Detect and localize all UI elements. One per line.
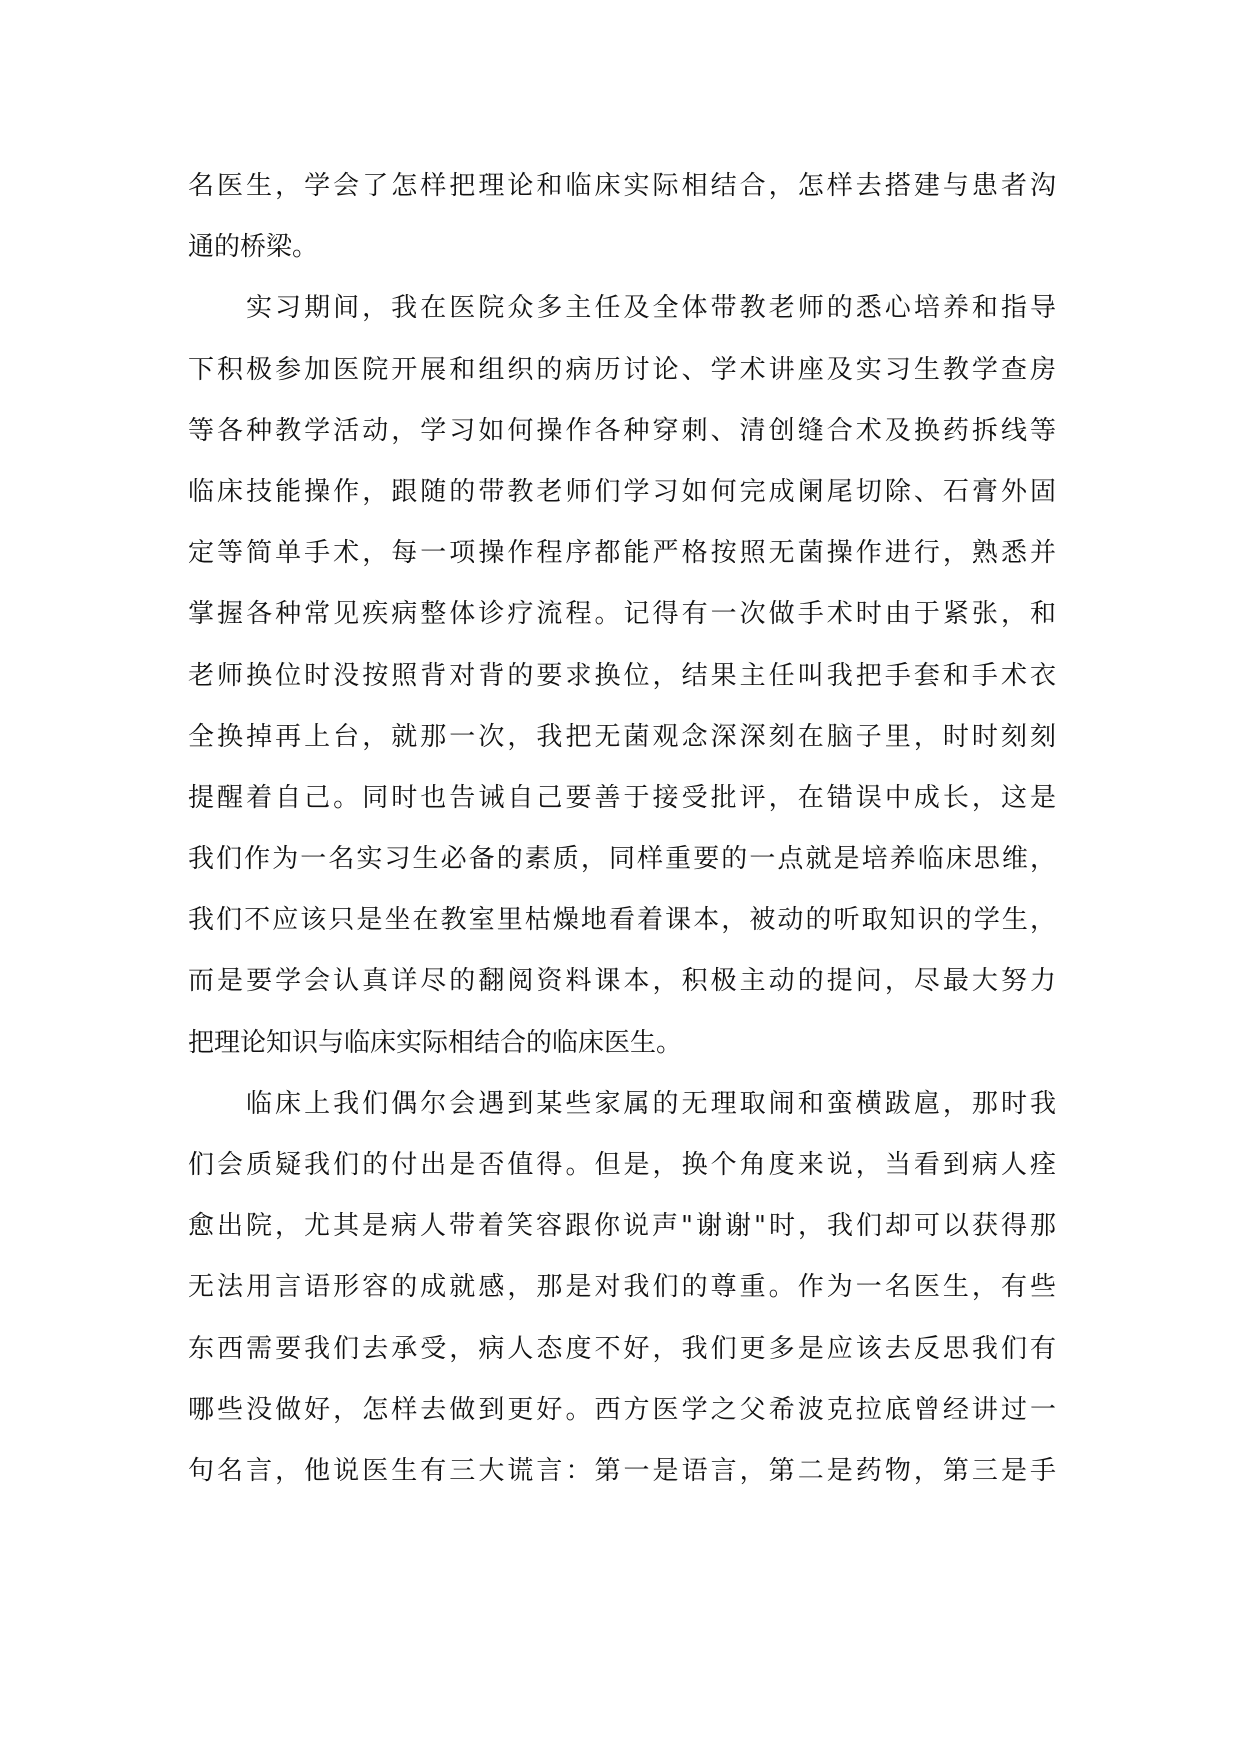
text-line: 我们作为一名实习生必备的素质，同样重要的一点就是培养临床思维， — [188, 844, 1056, 875]
text-line: 定等简单手术，每一项操作程序都能严格按照无菌操作进行，熟悉并 — [188, 538, 1056, 569]
text-line: 提醒着自己。同时也告诫自己要善于接受批评，在错误中成长，这是 — [188, 782, 1056, 813]
text-line: 哪些没做好，怎样去做到更好。西方医学之父希波克拉底曾经讲过一 — [188, 1394, 1056, 1425]
text-line: 全换掉再上台，就那一次，我把无菌观念深深刻在脑子里，时时刻刻 — [188, 721, 1056, 752]
text-line: 我们不应该只是坐在教室里枯燥地看着课本，被动的听取知识的学生， — [188, 905, 1056, 936]
text-line: 们会质疑我们的付出是否值得。但是，换个角度来说，当看到病人痊 — [188, 1150, 1056, 1180]
text-line: 无法用言语形容的成就感，那是对我们的尊重。作为一名医生，有些 — [188, 1272, 1056, 1303]
body-text — [188, 156, 1056, 1502]
text-line: 把理论知识与临床实际相结合的临床医生。 — [188, 1027, 683, 1058]
text-line: 下积极参加医院开展和组织的病历讨论、学术讲座及实习生教学查房 — [188, 354, 1056, 385]
text-line: 句名言，他说医生有三大谎言：第一是语言，第二是药物，第三是手 — [188, 1455, 1056, 1486]
paragraph-2 — [188, 278, 1056, 1073]
text-line: 实习期间，我在医院众多主任及全体带教老师的悉心培养和指导 — [246, 293, 1056, 324]
text-line: 掌握各种常见疾病整体诊疗流程。记得有一次做手术时由于紧张，和 — [188, 599, 1056, 630]
text-line: 东西需要我们去承受，病人态度不好，我们更多是应该去反思我们有 — [188, 1333, 1056, 1364]
paragraph-3 — [188, 1074, 1056, 1502]
paragraph-1 — [188, 156, 1056, 278]
text-line: 老师换位时没按照背对背的要求换位，结果主任叫我把手套和手术衣 — [188, 660, 1056, 691]
text-line: 通的桥梁。 — [188, 232, 319, 263]
text-line: 而是要学会认真详尽的翻阅资料课本，积极主动的提问，尽最大努力 — [188, 966, 1056, 997]
text-line: 临床技能操作，跟随的带教老师们学习如何完成阑尾切除、石膏外固 — [188, 476, 1056, 507]
text-line: 等各种教学活动，学习如何操作各种穿刺、清创缝合术及换药拆线等 — [188, 415, 1056, 446]
text-line: 愈出院，尤其是病人带着笑容跟你说声"谢谢"时，我们却可以获得那 — [188, 1211, 1056, 1242]
text-line: 名医生，学会了怎样把理论和临床实际相结合，怎样去搭建与患者沟 — [188, 171, 1056, 201]
text-line: 临床上我们偶尔会遇到某些家属的无理取闹和蛮横跋扈，那时我 — [246, 1088, 1056, 1119]
